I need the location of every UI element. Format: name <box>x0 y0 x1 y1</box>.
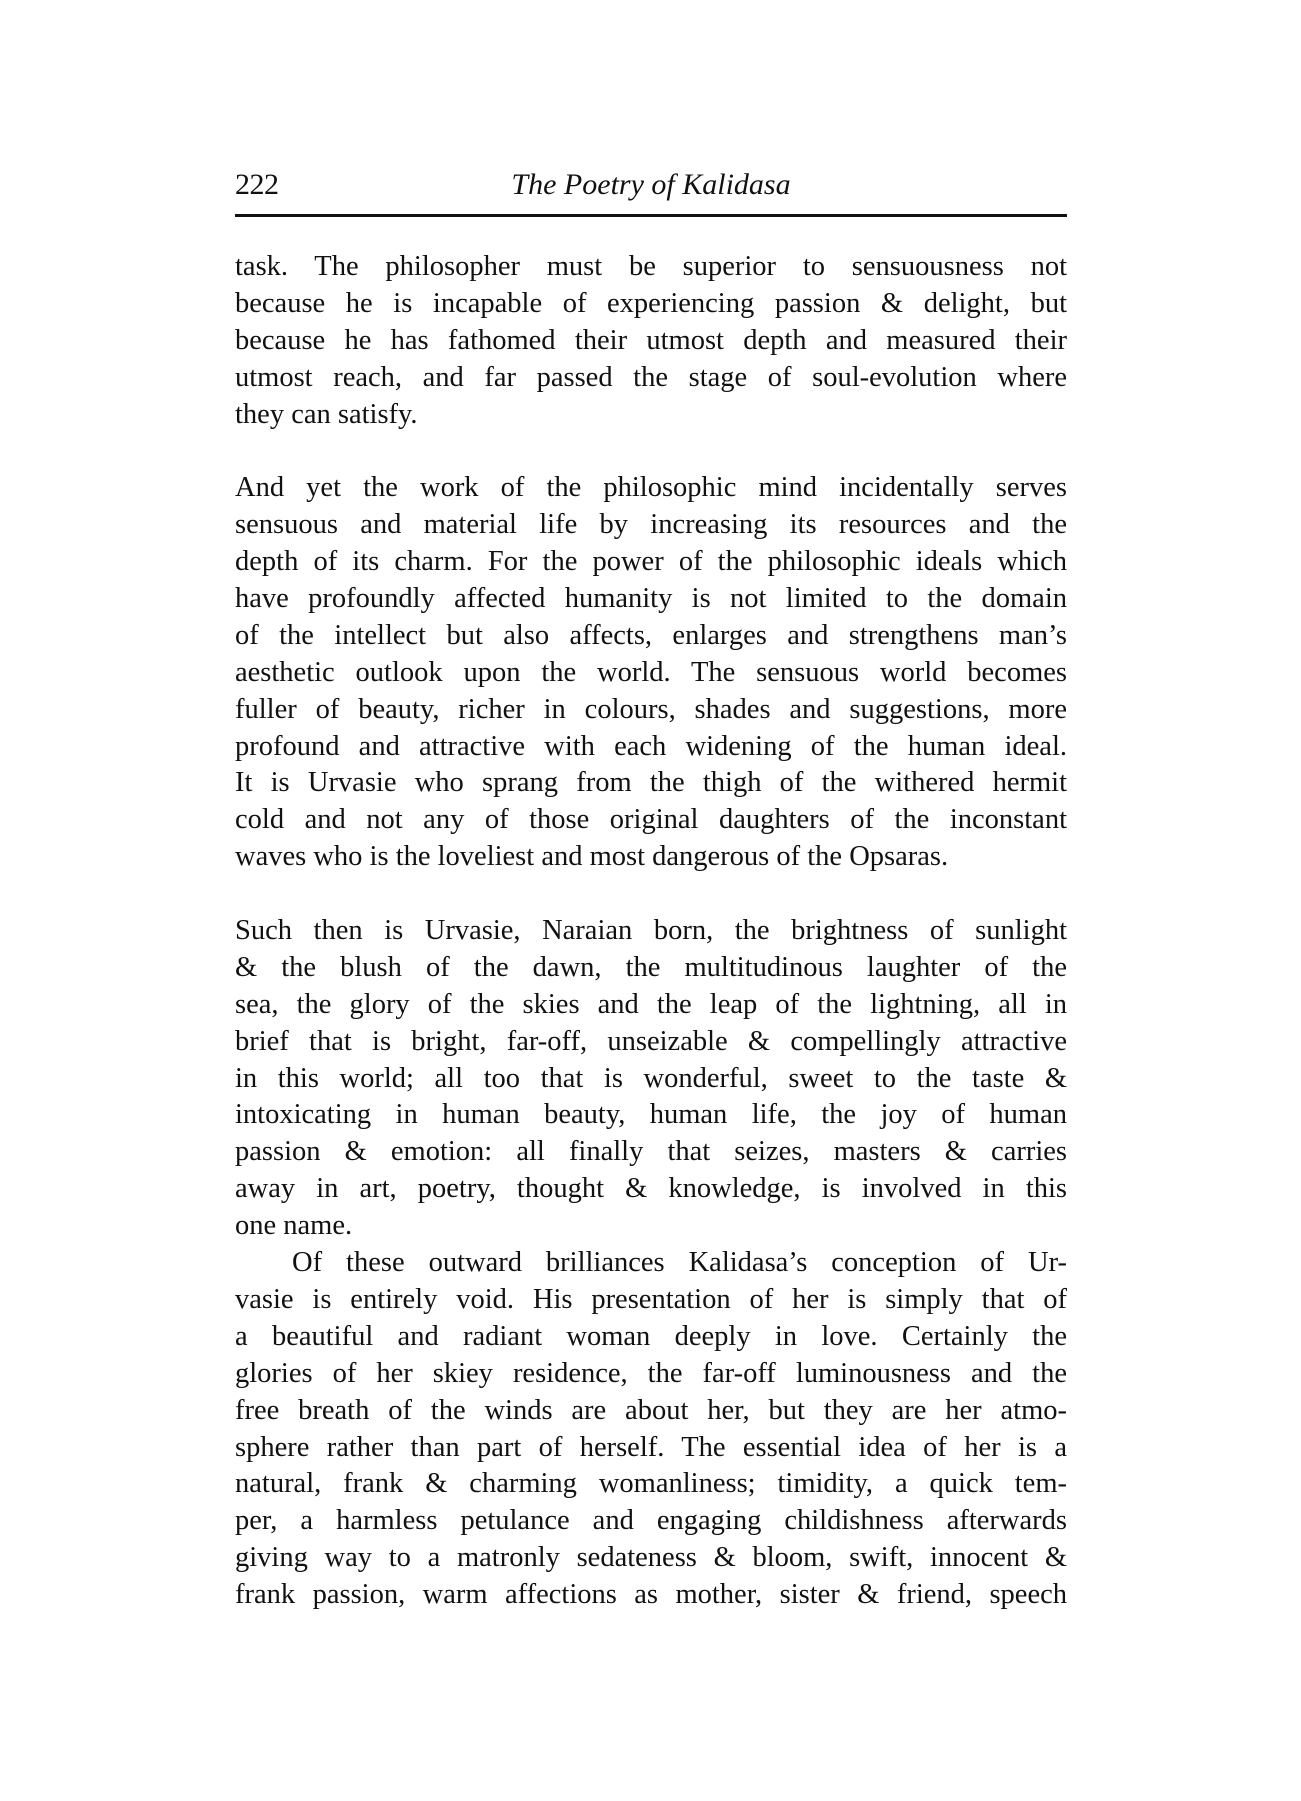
body-text <box>235 249 1067 1614</box>
text-line: one name. <box>235 1210 353 1242</box>
text-line: sphere rather than part of herself. The essential idea of her is a <box>235 1431 1067 1463</box>
text-line: brief that is bright, far-off, unseizable & compellingly attractive <box>235 1025 1067 1057</box>
text-line: sea, the glory of the skies and the leap of the lightning, all in <box>235 988 1067 1020</box>
text-line: of the intellect but also affects, enlarges and strengthens man’s <box>235 619 1067 651</box>
paragraph-gap <box>235 876 1067 913</box>
paragraph <box>235 470 1067 876</box>
text-line: sensuous and material life by increasing its resources and the <box>235 509 1067 541</box>
text-line: they can satisfy. <box>235 398 418 430</box>
text-line: cold and not any of those original daughters of the inconstant <box>235 804 1067 836</box>
text-line: because he is incapable of experiencing passion & delight, but <box>235 287 1067 319</box>
text-line: passion & emotion: all finally that seizes, masters & carries <box>235 1136 1067 1168</box>
header-rule <box>235 214 1067 217</box>
text-line: It is Urvasie who sprang from the thigh of the withered hermit <box>235 767 1067 799</box>
text-line: in this world; all too that is wonderful, sweet to the taste & <box>235 1062 1067 1094</box>
paragraph <box>235 1245 1067 1614</box>
text-line: glories of her skiey residence, the far-off luminousness and the <box>235 1357 1067 1389</box>
text-line: per, a harmless petulance and engaging childishness afterwards <box>235 1505 1067 1537</box>
page-number: 222 <box>235 168 279 201</box>
text-line: And yet the work of the philosophic mind incidentally serves <box>235 472 1067 504</box>
text-line: away in art, poetry, thought & knowledge, is involved in this <box>235 1173 1067 1205</box>
book-page <box>235 0 1067 1801</box>
text-line: utmost reach, and far passed the stage of soul-evolution where <box>235 361 1067 393</box>
text-line: a beautiful and radiant woman deeply in love. Certainly the <box>235 1320 1067 1352</box>
text-line: frank passion, warm affections as mother, sister & friend, speech <box>235 1579 1067 1611</box>
text-line: giving way to a matronly sedateness & bloom, swift, innocent & <box>235 1542 1067 1574</box>
text-line: aesthetic outlook upon the world. The sensuous world becomes <box>235 656 1067 688</box>
paragraph <box>235 913 1067 1245</box>
text-line: depth of its charm. For the power of the philosophic ideals which <box>235 546 1067 578</box>
text-line: vasie is entirely void. His presentation of her is simply that of <box>235 1283 1067 1315</box>
text-line: free breath of the winds are about her, but they are her atmo- <box>235 1394 1067 1426</box>
text-line: fuller of beauty, richer in colours, shades and suggestions, more <box>235 693 1067 725</box>
text-line: & the blush of the dawn, the multitudinous laughter of the <box>235 951 1067 983</box>
text-line: intoxicating in human beauty, human life, the joy of human <box>235 1099 1067 1131</box>
text-line: natural, frank & charming womanliness; timidity, a quick tem- <box>235 1468 1067 1500</box>
text-line: task. The philosopher must be superior to sensuousness not <box>235 251 1067 282</box>
running-head-title: The Poetry of Kalidasa <box>511 168 791 201</box>
paragraph-gap <box>235 433 1067 470</box>
text-line: waves who is the loveliest and most dangerous of the Opsaras. <box>235 841 949 873</box>
running-head <box>235 165 1067 205</box>
paragraph <box>235 249 1067 433</box>
text-line: because he has fathomed their utmost depth and measured their <box>235 324 1067 356</box>
text-line: profound and attractive with each widening of the human ideal. <box>235 730 1067 762</box>
text-line: have profoundly affected humanity is not limited to the domain <box>235 583 1067 615</box>
text-line: Such then is Urvasie, Naraian born, the brightness of sunlight <box>235 915 1067 947</box>
text-line: Of these outward brilliances Kalidasa’s conception of Ur- <box>292 1247 1067 1279</box>
